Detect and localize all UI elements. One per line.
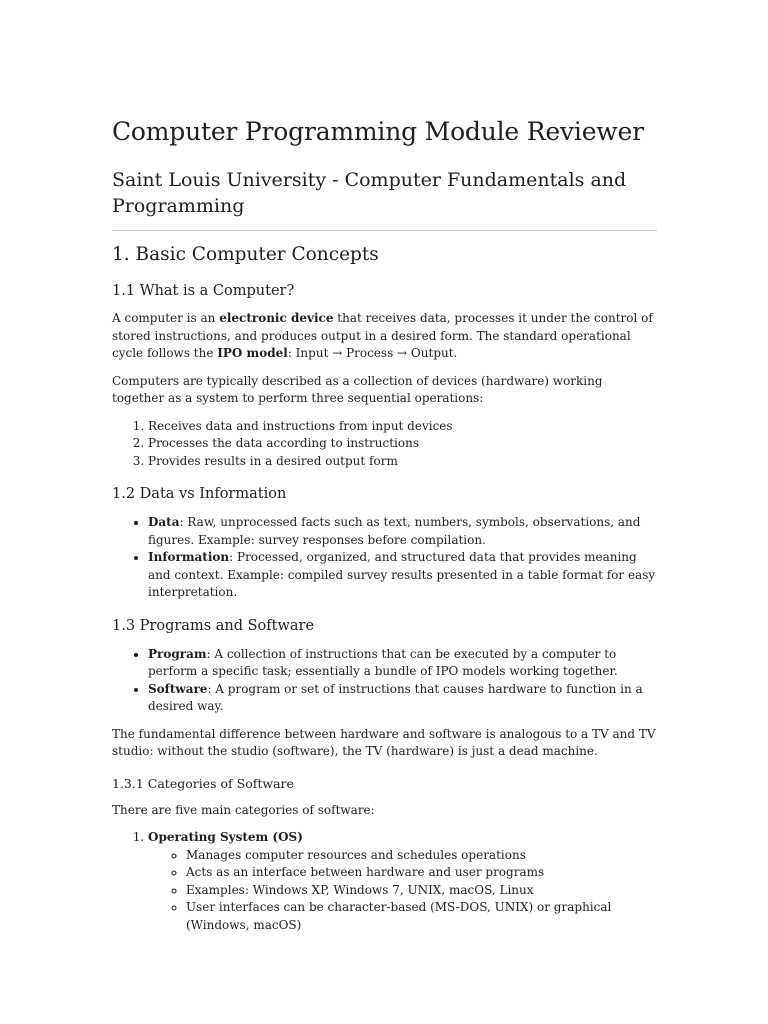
section-1-heading: 1. Basic Computer Concepts xyxy=(112,244,379,265)
bold-term: IPO model xyxy=(217,346,288,360)
operations-list xyxy=(112,418,656,471)
list-item xyxy=(148,829,656,934)
section-1-2-heading: 1.2 Data vs Information xyxy=(112,486,287,502)
list-item: ◦ Examples: Windows XP, Windows 7, UNIX, macOS, Linux xyxy=(186,882,656,900)
data-information-list xyxy=(112,514,656,602)
software-categories-list xyxy=(112,829,656,934)
os-points-list xyxy=(148,847,656,935)
hardware-software-paragraph: The fundamental difference between hardware and software is analogous to a TV and TV studio: without the studio (software), the TV (hardware) is just a dead machine. xyxy=(112,726,656,758)
item-text: : Processed, organized, and structured data that provides meaning and context. Example: compiled survey results presented in a table format for easy interpretation. xyxy=(148,550,656,599)
list-item xyxy=(148,681,656,716)
bold-term: Software xyxy=(148,681,208,696)
list-item xyxy=(148,514,656,549)
document-subtitle: Saint Louis University - Computer Fundamentals and Programming xyxy=(112,169,627,217)
list-item: ◦ Manages computer resources and schedules operations xyxy=(186,847,656,865)
bold-term: Data xyxy=(148,515,180,529)
list-item: 1. Receives data and instructions from input devices xyxy=(148,418,656,436)
list-item xyxy=(148,549,656,602)
bold-term: electronic device xyxy=(219,311,334,325)
item-text: : Raw, unprocessed facts such as text, numbers, symbols, observations, and figures. Example: survey responses before compilation. xyxy=(148,515,641,547)
list-item xyxy=(148,646,656,681)
computer-definition-paragraph xyxy=(112,310,656,363)
text-run: A computer is an xyxy=(112,311,220,325)
programs-software-list xyxy=(112,646,656,716)
document-title: Computer Programming Module Reviewer xyxy=(112,117,644,146)
section-1-1-heading: 1.1 What is a Computer? xyxy=(112,283,295,299)
list-item: 3. Provides results in a desired output form xyxy=(148,453,656,471)
list-item: 2. Processes the data according to instructions xyxy=(148,435,656,453)
title-divider xyxy=(112,230,657,231)
item-text: : A program or set of instructions that causes hardware to function in a desired way. xyxy=(148,681,643,713)
item-text: : A collection of instructions that can be executed by a computer to perform a specific task; essentially a bundle of IPO models working together. xyxy=(148,646,618,678)
bold-term: Program xyxy=(148,646,207,661)
section-1-3-heading: 1.3 Programs and Software xyxy=(112,617,315,634)
operations-paragraph: Computers are typically described as a collection of devices (hardware) working together as a system to perform three sequential operations: xyxy=(112,373,603,405)
section-1-3-1-heading: 1.3.1 Categories of Software xyxy=(112,775,294,791)
text-run: that receives data, processes it under the control of stored instructions, and produces output in a desired form. The standard operational cycle follows the xyxy=(112,311,653,360)
list-item: ◦ Acts as an interface between hardware and user programs xyxy=(186,864,656,882)
bold-term: Information xyxy=(148,550,230,564)
categories-intro: There are five main categories of software: xyxy=(112,802,375,817)
list-item: ◦ User interfaces can be character-based (MS-DOS, UNIX) or graphical (Windows, macOS) xyxy=(186,899,656,934)
bold-term: Operating System (OS) xyxy=(148,830,303,844)
text-run: : Input → Process → Output. xyxy=(287,346,458,360)
